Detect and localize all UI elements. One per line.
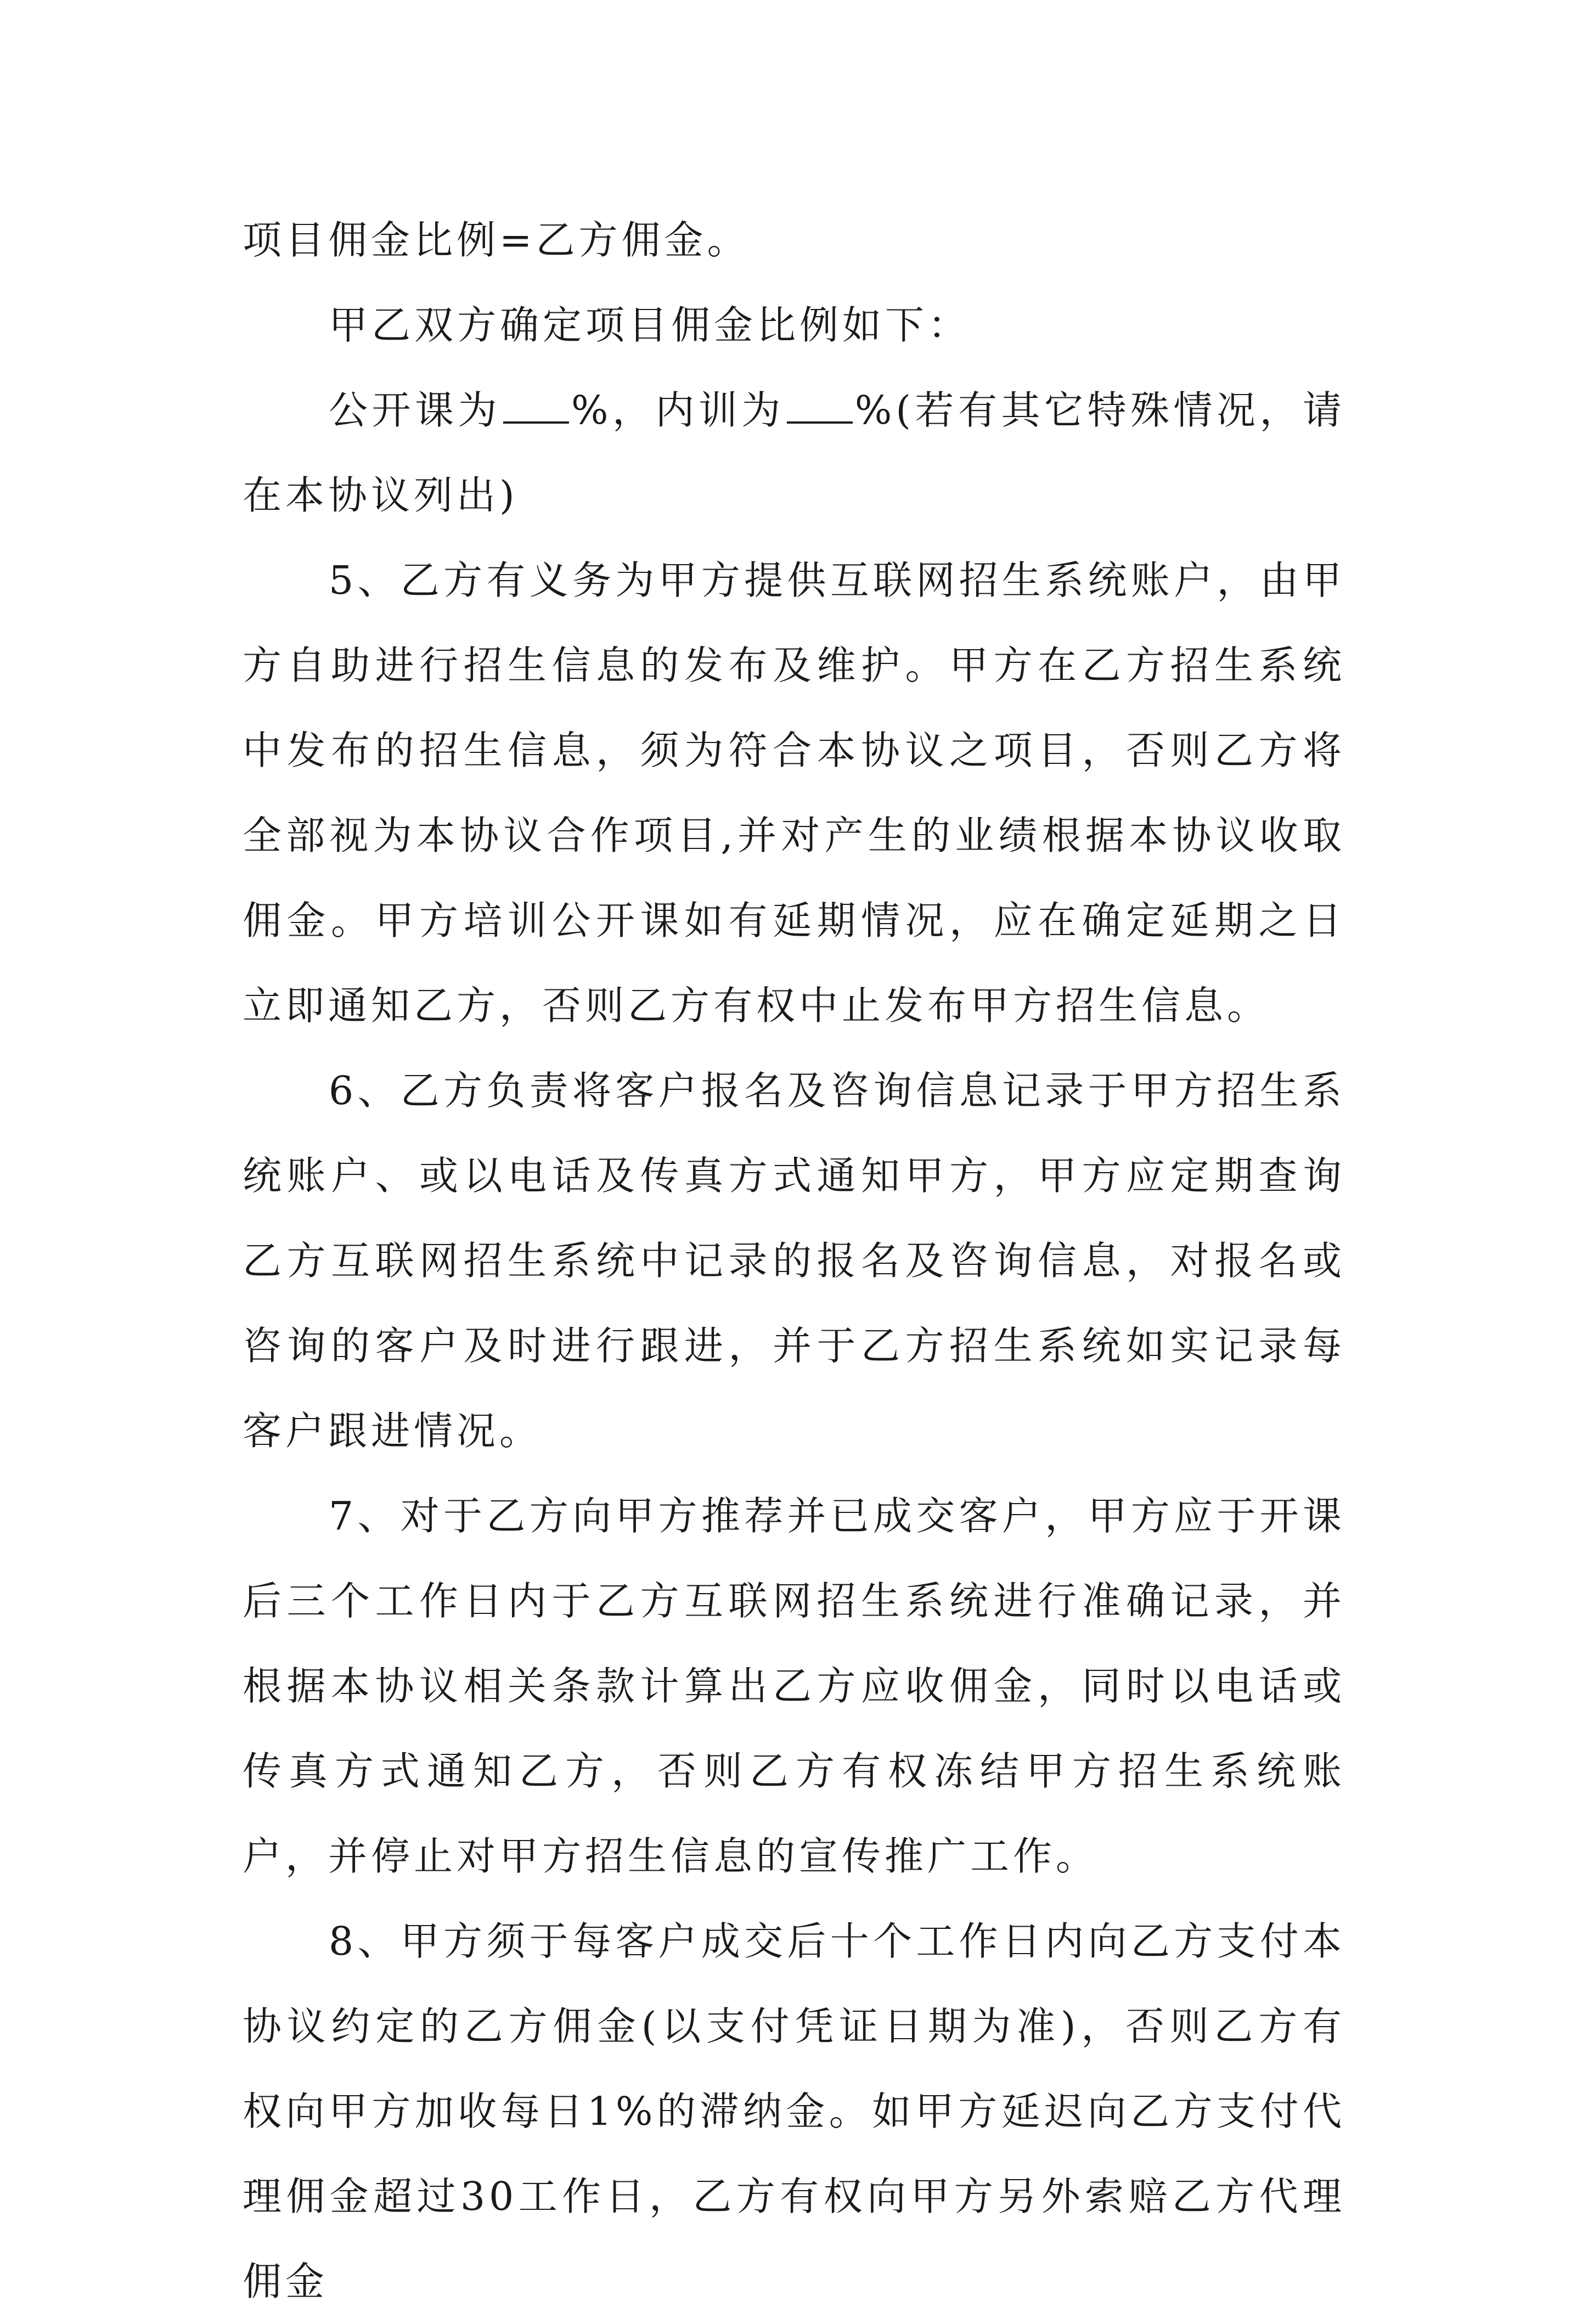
paragraph-clause-5: 5、乙方有义务为甲方提供互联网招生系统账户，由甲方自助进行招生信息的发布及维护。甲方在乙方招生系统中发布的招生信息，须为符合本协议之项目，否则乙方将全部视为本协议合作项目,并对产生的业绩根据本协议收取佣金。甲方培训公开课如有延期情况，应在确定延期之日立即通知乙方，否则乙方有权中止发布甲方招生信息。	[243, 558, 1345, 1028]
paragraph-clause-6: 6、乙方负责将客户报名及咨询信息记录于甲方招生系统账户、或以电话及传真方式通知甲方，甲方应定期查询乙方互联网招生系统中记录的报名及咨询信息，对报名或咨询的客户及时进行跟进，并于乙方招生系统如实记录每客户跟进情况。	[243, 1068, 1345, 1454]
document-body	[243, 198, 1345, 2324]
public-course-ratio-blank	[503, 390, 569, 424]
public-course-label: 公开课为	[329, 387, 501, 433]
paragraph-clause-8: 8、甲方须于每客户成交后十个工作日内向乙方支付本协议约定的乙方佣金(以支付凭证日期为准)，否则乙方有权向甲方加收每日1%的滞纳金。如甲方延迟向乙方支付代理佣金超过30工作日，乙方有权向甲方另外索赔乙方代理佣金	[243, 1918, 1345, 2304]
paragraph-commission-ratio-intro: 甲乙双方确定项目佣金比例如下：	[329, 302, 971, 348]
special-cases-note: %(若有其它特殊情况，请在本协议列出)	[243, 387, 1345, 518]
paragraph-commission-formula: 项目佣金比例=乙方佣金。	[243, 217, 750, 263]
internal-training-label: %，内训为	[571, 387, 785, 433]
paragraph-commission-ratio-values	[243, 368, 1345, 538]
paragraph-clause-7: 7、对于乙方向甲方推荐并已成交客户，甲方应于开课后三个工作日内于乙方互联网招生系统进行准确记录，并根据本协议相关条款计算出乙方应收佣金，同时以电话或传真方式通知乙方，否则乙方有权冻结甲方招生系统账户，并停止对甲方招生信息的宣传推广工作。	[243, 1493, 1345, 1879]
internal-training-ratio-blank	[787, 390, 853, 424]
